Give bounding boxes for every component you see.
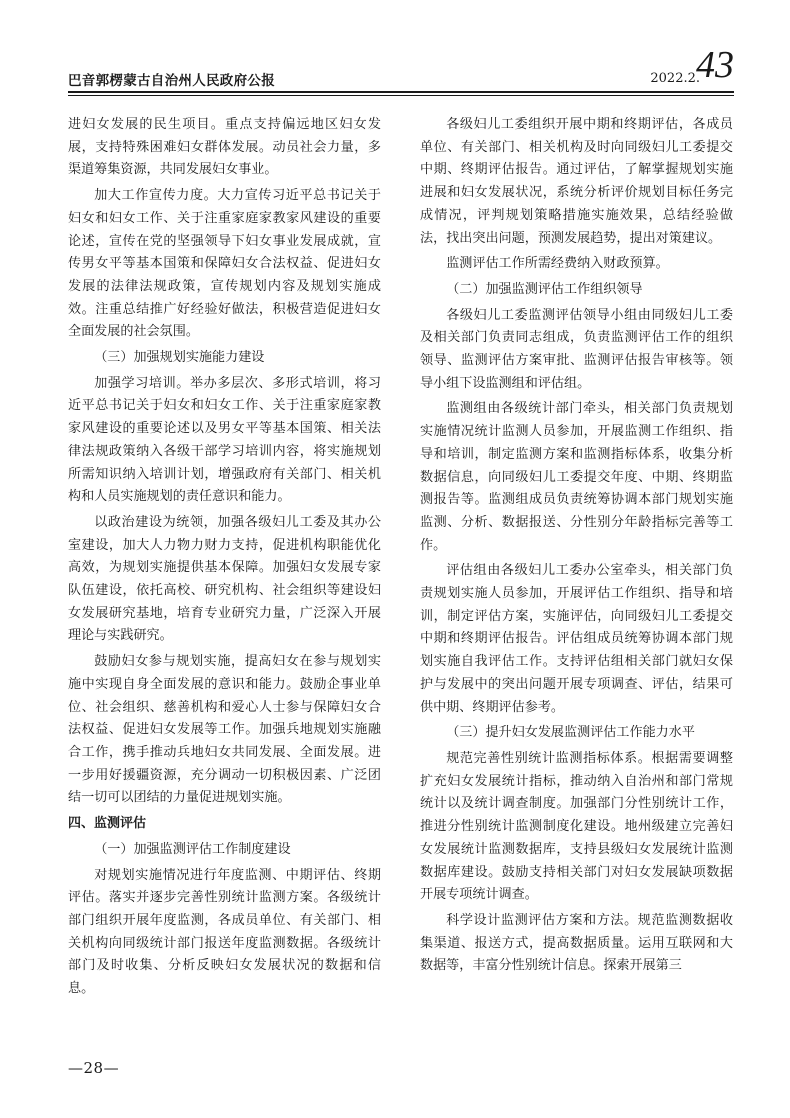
- paragraph: 对规划实施情况进行年度监测、中期评估、终期评估。落实并逐步完善性别统计监测方案。各级统计部门组织开展年度监测，各成员单位、有关部门、相关机构向同级统计部门报送年度监测数据。各级统计部门及时收集、分析反映妇女发展状况的数据和信息。: [68, 867, 381, 997]
- subsection-heading: （一）加强监测评估工作制度建设: [94, 841, 291, 857]
- paragraph: 进妇女发展的民生项目。重点支持偏远地区妇女发展，支持特殊困难妇女群体发展。动员社会力量，多渠道筹集资源，共同发展妇女事业。: [68, 117, 381, 178]
- paragraph: 各级妇儿工委监测评估领导小组由同级妇儿工委及相关部门负责同志组成，负责监测评估工作的组织领导、监测评估方案审批、监测评估报告审核等。领导小组下设监测组和评估组。: [420, 307, 733, 391]
- right-column: [420, 114, 733, 981]
- paragraph: 鼓励妇女参与规划实施，提高妇女在参与规划实施中实现自身全面发展的意识和能力。鼓励企事业单位、社会组织、慈善机构和爱心人士参与保障妇女合法权益、促进妇女发展等工作。加强兵地规划实施融合工作，携手推动兵地妇女共同发展、全面发展。进一步用好援疆资源，充分调动一切积极因素、广泛团结一切可以团结的力量促进规划实施。: [68, 654, 381, 806]
- left-column: [68, 114, 381, 1004]
- gazette-title: 巴音郭楞蒙古自治州人民政府公报: [68, 73, 275, 89]
- subsection-heading: （二）加强监测评估工作组织领导: [446, 281, 643, 297]
- paragraph: 各级妇儿工委组织开展中期和终期评估，各成员单位、有关部门、相关机构及时向同级妇儿工委提交中期、终期评估报告。通过评估，了解掌握规划实施进展和妇女发展状况，系统分析评价规划目标任务完成情况，评判规划策略措施实施效果，总结经验做法，找出突出问题，预测发展趋势，提出对策建议。: [420, 117, 733, 246]
- paragraph: 加大工作宣传力度。大力宣传习近平总书记关于妇女和妇女工作、关于注重家庭家教家风建设的重要论述，宣传在党的坚强领导下妇女事业发展成就，宣传男女平等基本国策和保障妇女合法权益、促进妇女发展的法律法规政策，宣传规划内容及规划实施成效。注重总结推广好经验好做法，积极营造促进妇女全面发展的社会氛围。: [68, 188, 381, 340]
- subsection-heading: （三）加强规划实施能力建设: [94, 350, 265, 366]
- paragraph: 加强学习培训。举办多层次、多形式培训，将习近平总书记关于妇女和妇女工作、关于注重家庭家教家风建设的重要论述以及男女平等基本国策、相关法律法规政策纳入各级干部学习培训内容，将实施规划所需知识纳入培训计划，增强政府有关部门、相关机构和人员实施规划的责任意识和能力。: [68, 375, 381, 505]
- issue-page-number: 43: [696, 44, 734, 86]
- header-rule-thick: [68, 91, 734, 93]
- section-heading: 四、监测评估: [68, 816, 147, 832]
- paragraph: 监测组由各级统计部门牵头，相关部门负责规划实施情况统计监测人员参加，开展监测工作组织、指导和培训，制定监测方案和监测指标体系，收集分析数据信息，向同级妇儿工委提交年度、中期、终期监测报告等。监测组成员负责统筹协调本部门规划实施监测、分析、数据报送、分性别分年龄指标完善等工作。: [420, 401, 733, 553]
- paragraph: 评估组由各级妇儿工委办公室牵头，相关部门负责规划实施人员参加，开展评估工作组织、指导和培训，制定评估方案，实施评估，向同级妇儿工委提交中期和终期评估报告。评估组成员统筹协调本部门规划实施自我评估工作。支持评估组相关部门就妇女保护与发展中的突出问题开展专项调查、评估，结果可供中期、终期评估参考。: [420, 563, 733, 715]
- page-footer-number: —28—: [68, 1059, 120, 1077]
- issue-date: 2022.2.: [650, 71, 700, 86]
- paragraph: 以政治建设为统领，加强各级妇儿工委及其办公室建设，加大人力物力财力支持，促进机构职能优化高效，为规划实施提供基本保障。加强妇女发展专家队伍建设，依托高校、研究机构、社会组织等建设妇女发展研究基地，培育专业研究力量，广泛深入开展理论与实践研究。: [68, 514, 381, 644]
- paragraph: 科学设计监测评估方案和方法。规范监测数据收集渠道、报送方式，提高数据质量。运用互联网和大数据等，丰富分性别统计信息。探索开展第三: [420, 912, 733, 974]
- page-header: [68, 44, 734, 92]
- subsection-heading: （三）提升妇女发展监测评估工作能力水平: [446, 725, 695, 741]
- header-rule-thin: [68, 95, 734, 96]
- paragraph: 监测评估工作所需经费纳入财政预算。: [446, 256, 669, 272]
- paragraph: 规范完善性别统计监测指标体系。根据需要调整扩充妇女发展统计指标，推动纳入自治州和部门常规统计以及统计调查制度。加强部门分性别统计工作，推进分性别统计监测制度化建设。地州级建立完善妇女发展统计监测数据库，支持县级妇女发展统计监测数据库建设。鼓励支持相关部门对妇女发展缺项数据开展专项统计调查。: [420, 750, 733, 903]
